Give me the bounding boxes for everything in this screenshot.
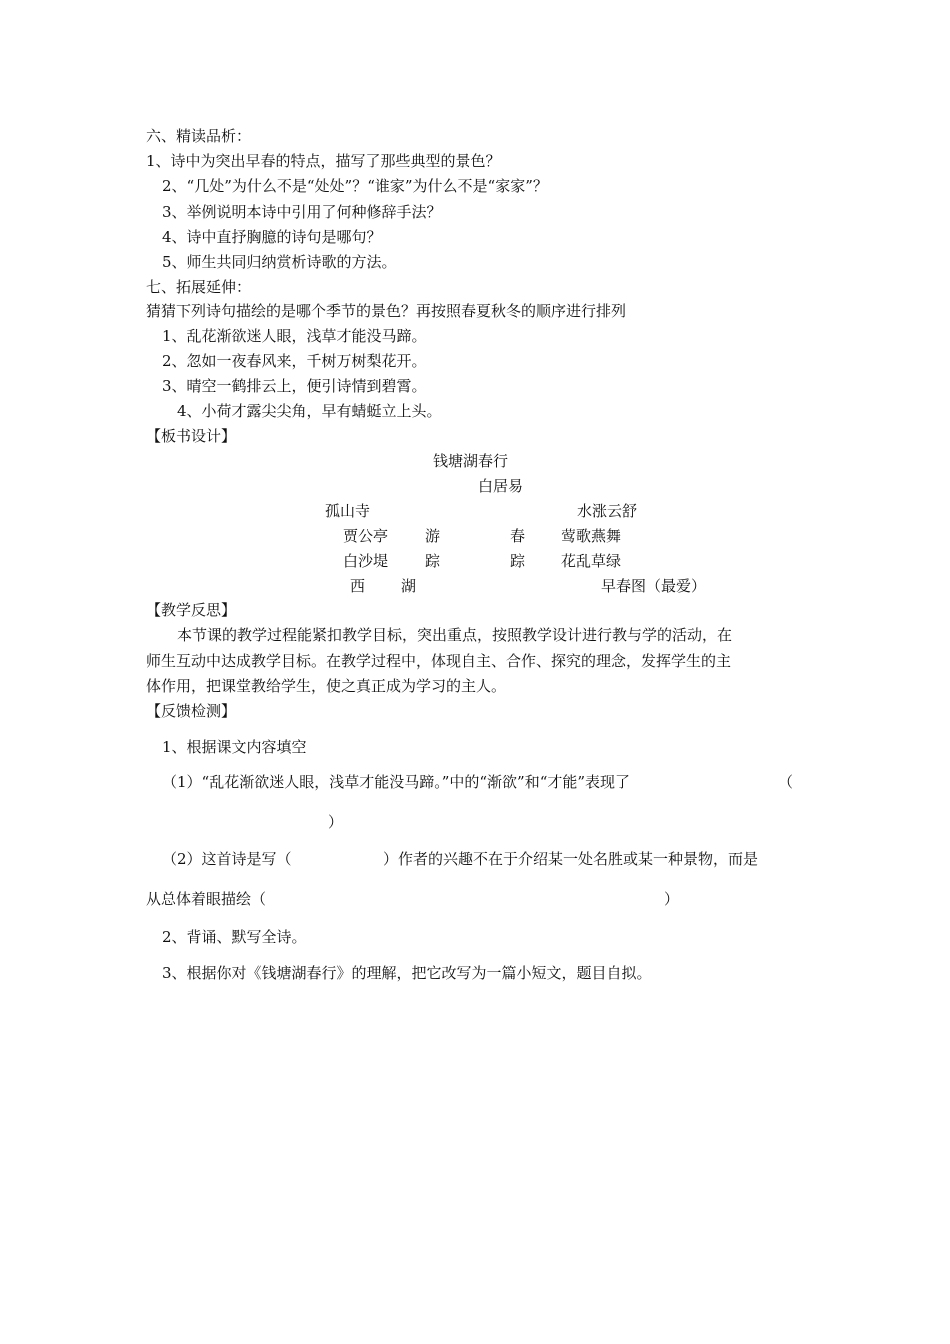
feedback-item-3: 3、根据你对《钱塘湖春行》的理解，把它改写为一篇小短文，题目自拟。 xyxy=(162,964,652,982)
reflection-line-2: 师生互动中达成教学目标。在教学过程中，体现自主、合作、探究的理念，发挥学生的主 xyxy=(146,652,732,670)
feedback-item-2: 2、背诵、默写全诗。 xyxy=(162,928,307,946)
board-xi: 西 xyxy=(350,577,366,595)
feedback-sub-1-close-paren: ） xyxy=(328,813,344,831)
poem-line-4: 4、小荷才露尖尖角，早有蜻蜓立上头。 xyxy=(177,402,442,420)
board-title: 钱塘湖春行 xyxy=(433,452,509,470)
feedback-sub-1: （1）“乱花渐欲迷人眼，浅草才能没马蹄。”中的“渐欲”和“才能”表现了 xyxy=(162,773,631,791)
section7-heading: 七、拓展延伸： xyxy=(146,278,252,296)
section6-question-5: 5、师生共同归纳赏析诗歌的方法。 xyxy=(162,253,397,271)
section6-question-3: 3、举例说明本诗中引用了何种修辞手法？ xyxy=(162,203,442,221)
board-you: 游 xyxy=(425,527,441,545)
board-zaochuntu: 早春图（最爱） xyxy=(601,577,707,595)
board-gushansi: 孤山寺 xyxy=(325,502,371,520)
reflection-line-3: 体作用，把课堂教给学生，使之真正成为学习的主人。 xyxy=(146,677,507,695)
board-heading: 【板书设计】 xyxy=(146,427,237,445)
feedback-sub-2-b: ）作者的兴趣不在于介绍某一处名胜或某一种景物，而是 xyxy=(383,850,759,868)
board-baishadi: 白沙堤 xyxy=(343,552,389,570)
feedback-sub-2-close-paren: ） xyxy=(664,890,680,908)
feedback-sub-2-c: 从总体着眼描绘（ xyxy=(146,890,267,908)
section6-question-4: 4、诗中直抒胸臆的诗句是哪句？ xyxy=(162,228,382,246)
section6-heading: 六、精读品析： xyxy=(146,127,252,145)
board-zong-left: 踪 xyxy=(425,552,441,570)
feedback-sub-1-open-paren: （ xyxy=(778,773,794,791)
board-chun: 春 xyxy=(510,527,526,545)
poem-line-2: 2、忽如一夜春风来，千树万树梨花开。 xyxy=(162,352,427,370)
poem-line-1: 1、乱花渐欲迷人眼，浅草才能没马蹄。 xyxy=(162,327,427,345)
board-zong-right: 踪 xyxy=(510,552,526,570)
section6-question-1: 1、诗中为突出早春的特点，描写了那些典型的景色？ xyxy=(146,152,501,170)
feedback-item-1: 1、根据课文内容填空 xyxy=(162,738,307,756)
feedback-sub-2-a: （2）这首诗是写（ xyxy=(162,850,292,868)
reflection-heading: 【教学反思】 xyxy=(146,601,237,619)
board-author: 白居易 xyxy=(478,477,524,495)
board-jiagongting: 贾公亭 xyxy=(343,527,389,545)
feedback-heading: 【反馈检测】 xyxy=(146,702,237,720)
poem-line-3: 3、晴空一鹤排云上，便引诗情到碧霄。 xyxy=(162,377,427,395)
board-shuizhang: 水涨云舒 xyxy=(577,502,638,520)
section6-question-2: 2、“几处”为什么不是“处处”？“谁家”为什么不是“家家”？ xyxy=(162,177,548,195)
board-yingge: 莺歌燕舞 xyxy=(561,527,622,545)
section7-intro: 猜猜下列诗句描绘的是哪个季节的景色？再按照春夏秋冬的顺序进行排列 xyxy=(146,302,627,320)
reflection-line-1: 本节课的教学过程能紧扣教学目标，突出重点，按照教学设计进行教与学的活动，在 xyxy=(177,626,733,644)
board-hualuan: 花乱草绿 xyxy=(561,552,622,570)
board-hu: 湖 xyxy=(401,577,417,595)
